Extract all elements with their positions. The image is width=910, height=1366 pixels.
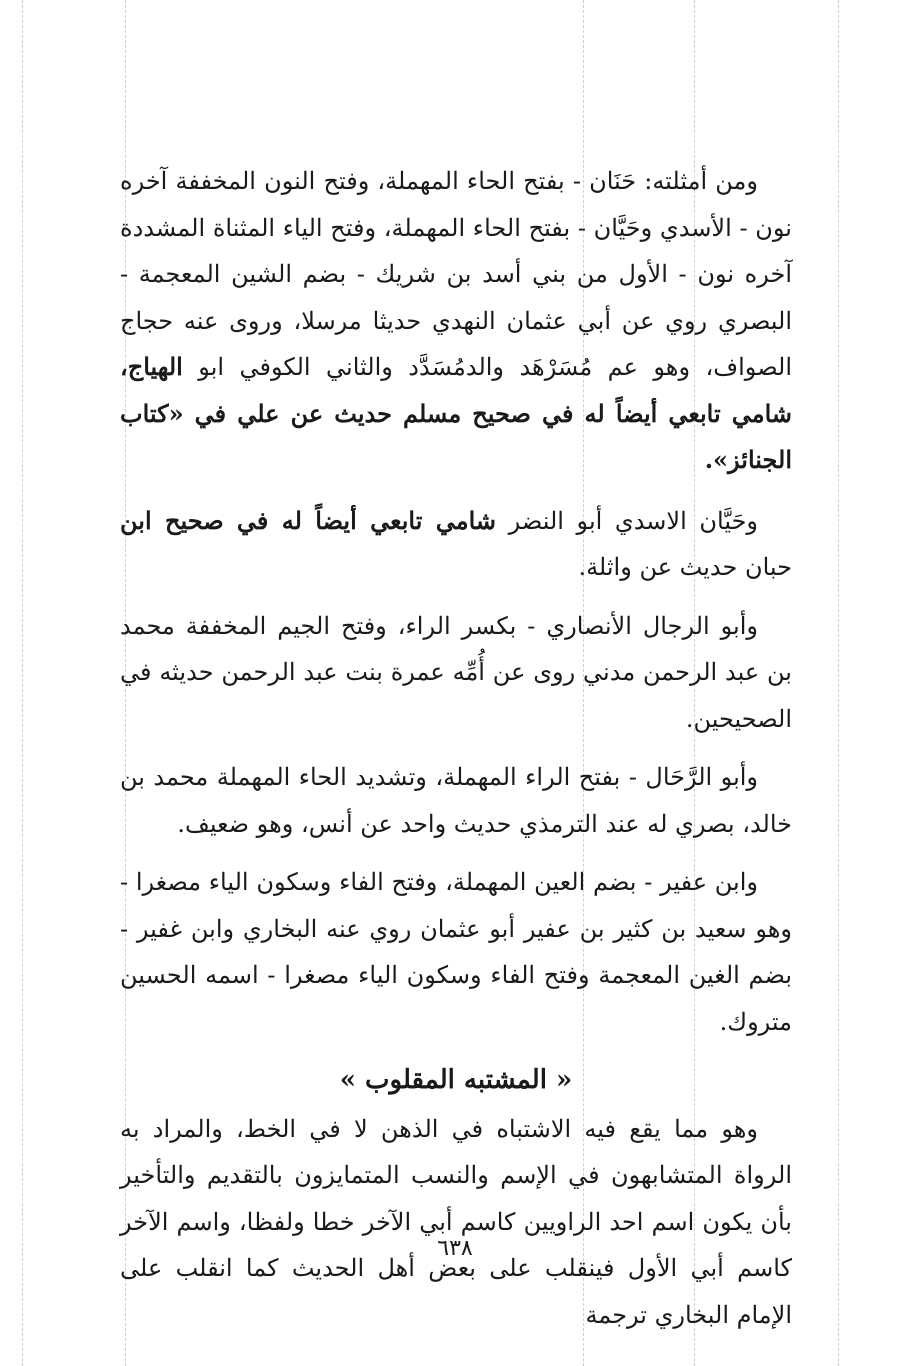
body-text [120, 158, 792, 1350]
scan-artifact-line [22, 0, 23, 1366]
paragraph-bold-text: شامي تابعي أيضاً له في صحيح ابن [120, 505, 497, 535]
paragraph-abu-al-rijal: وأبو الرجال الأنصاري - بكسر الراء، وفتح الجيم المخففة محمد بن عبد الرحمن مدني روى عن أُمِّه عمرة بنت عبد الرحمن حديثه في الصحيحين. [120, 611, 792, 733]
paragraph-abu-al-rahhal: وأبو الرَّحَال - بفتح الراء المهملة، وتشديد الحاء المهملة محمد بن خالد، بصري له عند الترمذي حديث واحد عن أنس، وهو ضعيف. [120, 763, 792, 838]
paragraph-hayyan [120, 498, 792, 591]
paragraph-text: ومن أمثلته: حَنَان - بفتح الحاء المهملة، وفتح النون المخففة آخره نون - الأسدي وحَيَّان - بفتح الحاء المهملة، وفتح الياء المثناة المشددة آخره نون - الأول من بني أسد بن شريك - بضم الشين المعجمة - البصري روي عن أبي عثمان النهدي حديثا مرسلا، وروى عنه حجاج الصواف، وهو عم مُسَرْهَد والدمُسَدَّد والثاني الكوفي ابو [120, 167, 792, 381]
paragraph-bold-text: الهياج، شامي تابعي أيضاً له في صحيح مسلم حديث عن علي في «كتاب الجنائز». [120, 352, 792, 474]
paragraph-hanan [120, 158, 792, 484]
section-heading: « المشتبه المقلوب » [339, 1065, 573, 1095]
paragraph-mushtabih-maqlub: وهو مما يقع فيه الاشتباه في الذهن لا في الخط، والمراد به الرواة المتشابهون في الإسم والنسب المتمايزون بالتقديم والتأخير بأن يكون اسم احد الراويين كاسم أبي الآخر خطا ولفظا، واسم الآخر كاسم أبي الأول فينقلب على بعض أهل الحديث كما انقلب على الإمام البخاري ترجمة [120, 1114, 792, 1329]
scan-artifact-line [838, 0, 839, 1366]
page-number: ٦٣٨ [437, 1236, 473, 1261]
paragraph-text: حبان حديث عن واثلة. [578, 553, 792, 581]
paragraph-text: وحَيَّان الاسدي أبو النضر [496, 506, 758, 535]
paragraph-ibn-ufair: وابن عفير - بضم العين المهملة، وفتح الفاء وسكون الياء مصغرا - وهو سعيد بن كثير بن عفير أبو عثمان روي عنه البخاري وابن غفير - بضم الغين المعجمة وفتح الفاء وسكون الياء مصغرا - اسمه الحسين متروك. [120, 868, 792, 1036]
